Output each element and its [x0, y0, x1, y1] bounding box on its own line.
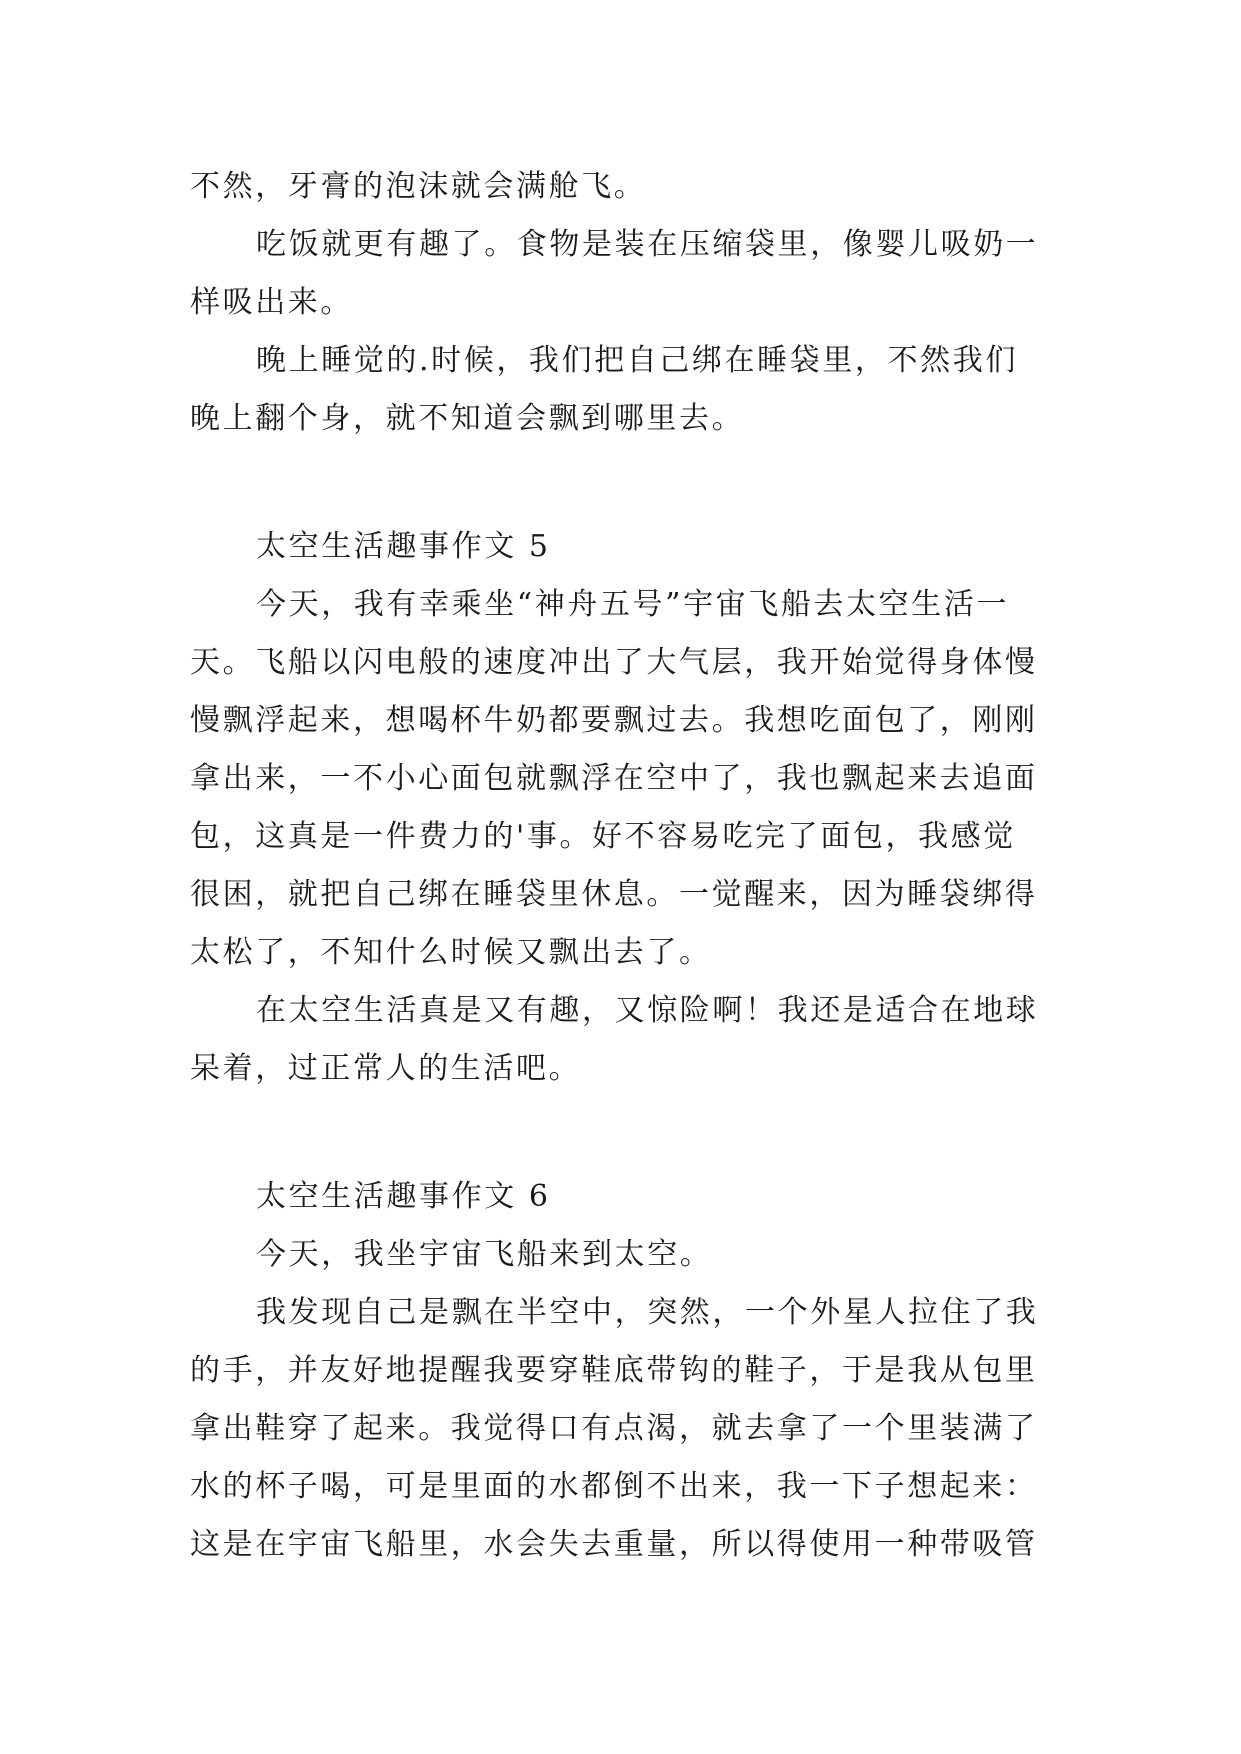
paragraph-start: 在太空生活真是又有趣，又惊险啊！我还是适合在地球 — [256, 993, 1039, 1028]
section-gap — [190, 1098, 1060, 1168]
text-line: 呆着，过正常人的生活吧。 — [190, 1051, 582, 1086]
text-line: 很困，就把自己绑在睡袋里休息。一觉醒来，因为睡袋绑得 — [190, 877, 1038, 912]
paragraph-start: 今天，我有幸乘坐“神舟五号”宇宙飞船去太空生活一 — [256, 587, 1010, 622]
text-line: 水的杯子喝，可是里面的水都倒不出来，我一下子想起来： — [190, 1469, 1038, 1504]
section-heading: 太空生活趣事作文 6 — [256, 1179, 551, 1214]
text-line: 天。飞船以闪电般的速度冲出了大气层，我开始觉得身体慢 — [190, 645, 1038, 680]
section-gap — [190, 448, 1060, 518]
text-line: 拿出鞋穿了起来。我觉得口有点渴，就去拿了一个里装满了 — [190, 1411, 1038, 1446]
text-line: 拿出来，一不小心面包就飘浮在空中了，我也飘起来去追面 — [190, 761, 1038, 796]
document-page — [190, 158, 1060, 1574]
section-heading: 太空生活趣事作文 5 — [256, 529, 551, 564]
text-line: 太松了，不知什么时候又飘出去了。 — [190, 935, 712, 970]
text-line: 不然，牙膏的泡沫就会满舱飞。 — [190, 169, 647, 204]
text-line: 的手，并友好地提醒我要穿鞋底带钩的鞋子，于是我从包里 — [190, 1353, 1038, 1388]
text-line: 样吸出来。 — [190, 285, 353, 320]
text-line: 晚上翻个身，就不知道会飘到哪里去。 — [190, 401, 745, 436]
paragraph-start: 吃饭就更有趣了。食物是装在压缩袋里，像婴儿吸奶一 — [256, 227, 1039, 262]
text-line: 慢飘浮起来，想喝杯牛奶都要飘过去。我想吃面包了，刚刚 — [190, 703, 1038, 738]
paragraph-start: 晚上睡觉的.时候，我们把自己绑在睡袋里，不然我们 — [256, 343, 1018, 378]
text-line: 这是在宇宙飞船里，水会失去重量，所以得使用一种带吸管 — [190, 1527, 1038, 1562]
paragraph-start: 我发现自己是飘在半空中，突然，一个外星人拉住了我 — [256, 1295, 1039, 1330]
paragraph-start: 今天，我坐宇宙飞船来到太空。 — [256, 1237, 713, 1272]
text-line: 包，这真是一件费力的'事。好不容易吃完了面包，我感觉 — [190, 819, 1016, 854]
